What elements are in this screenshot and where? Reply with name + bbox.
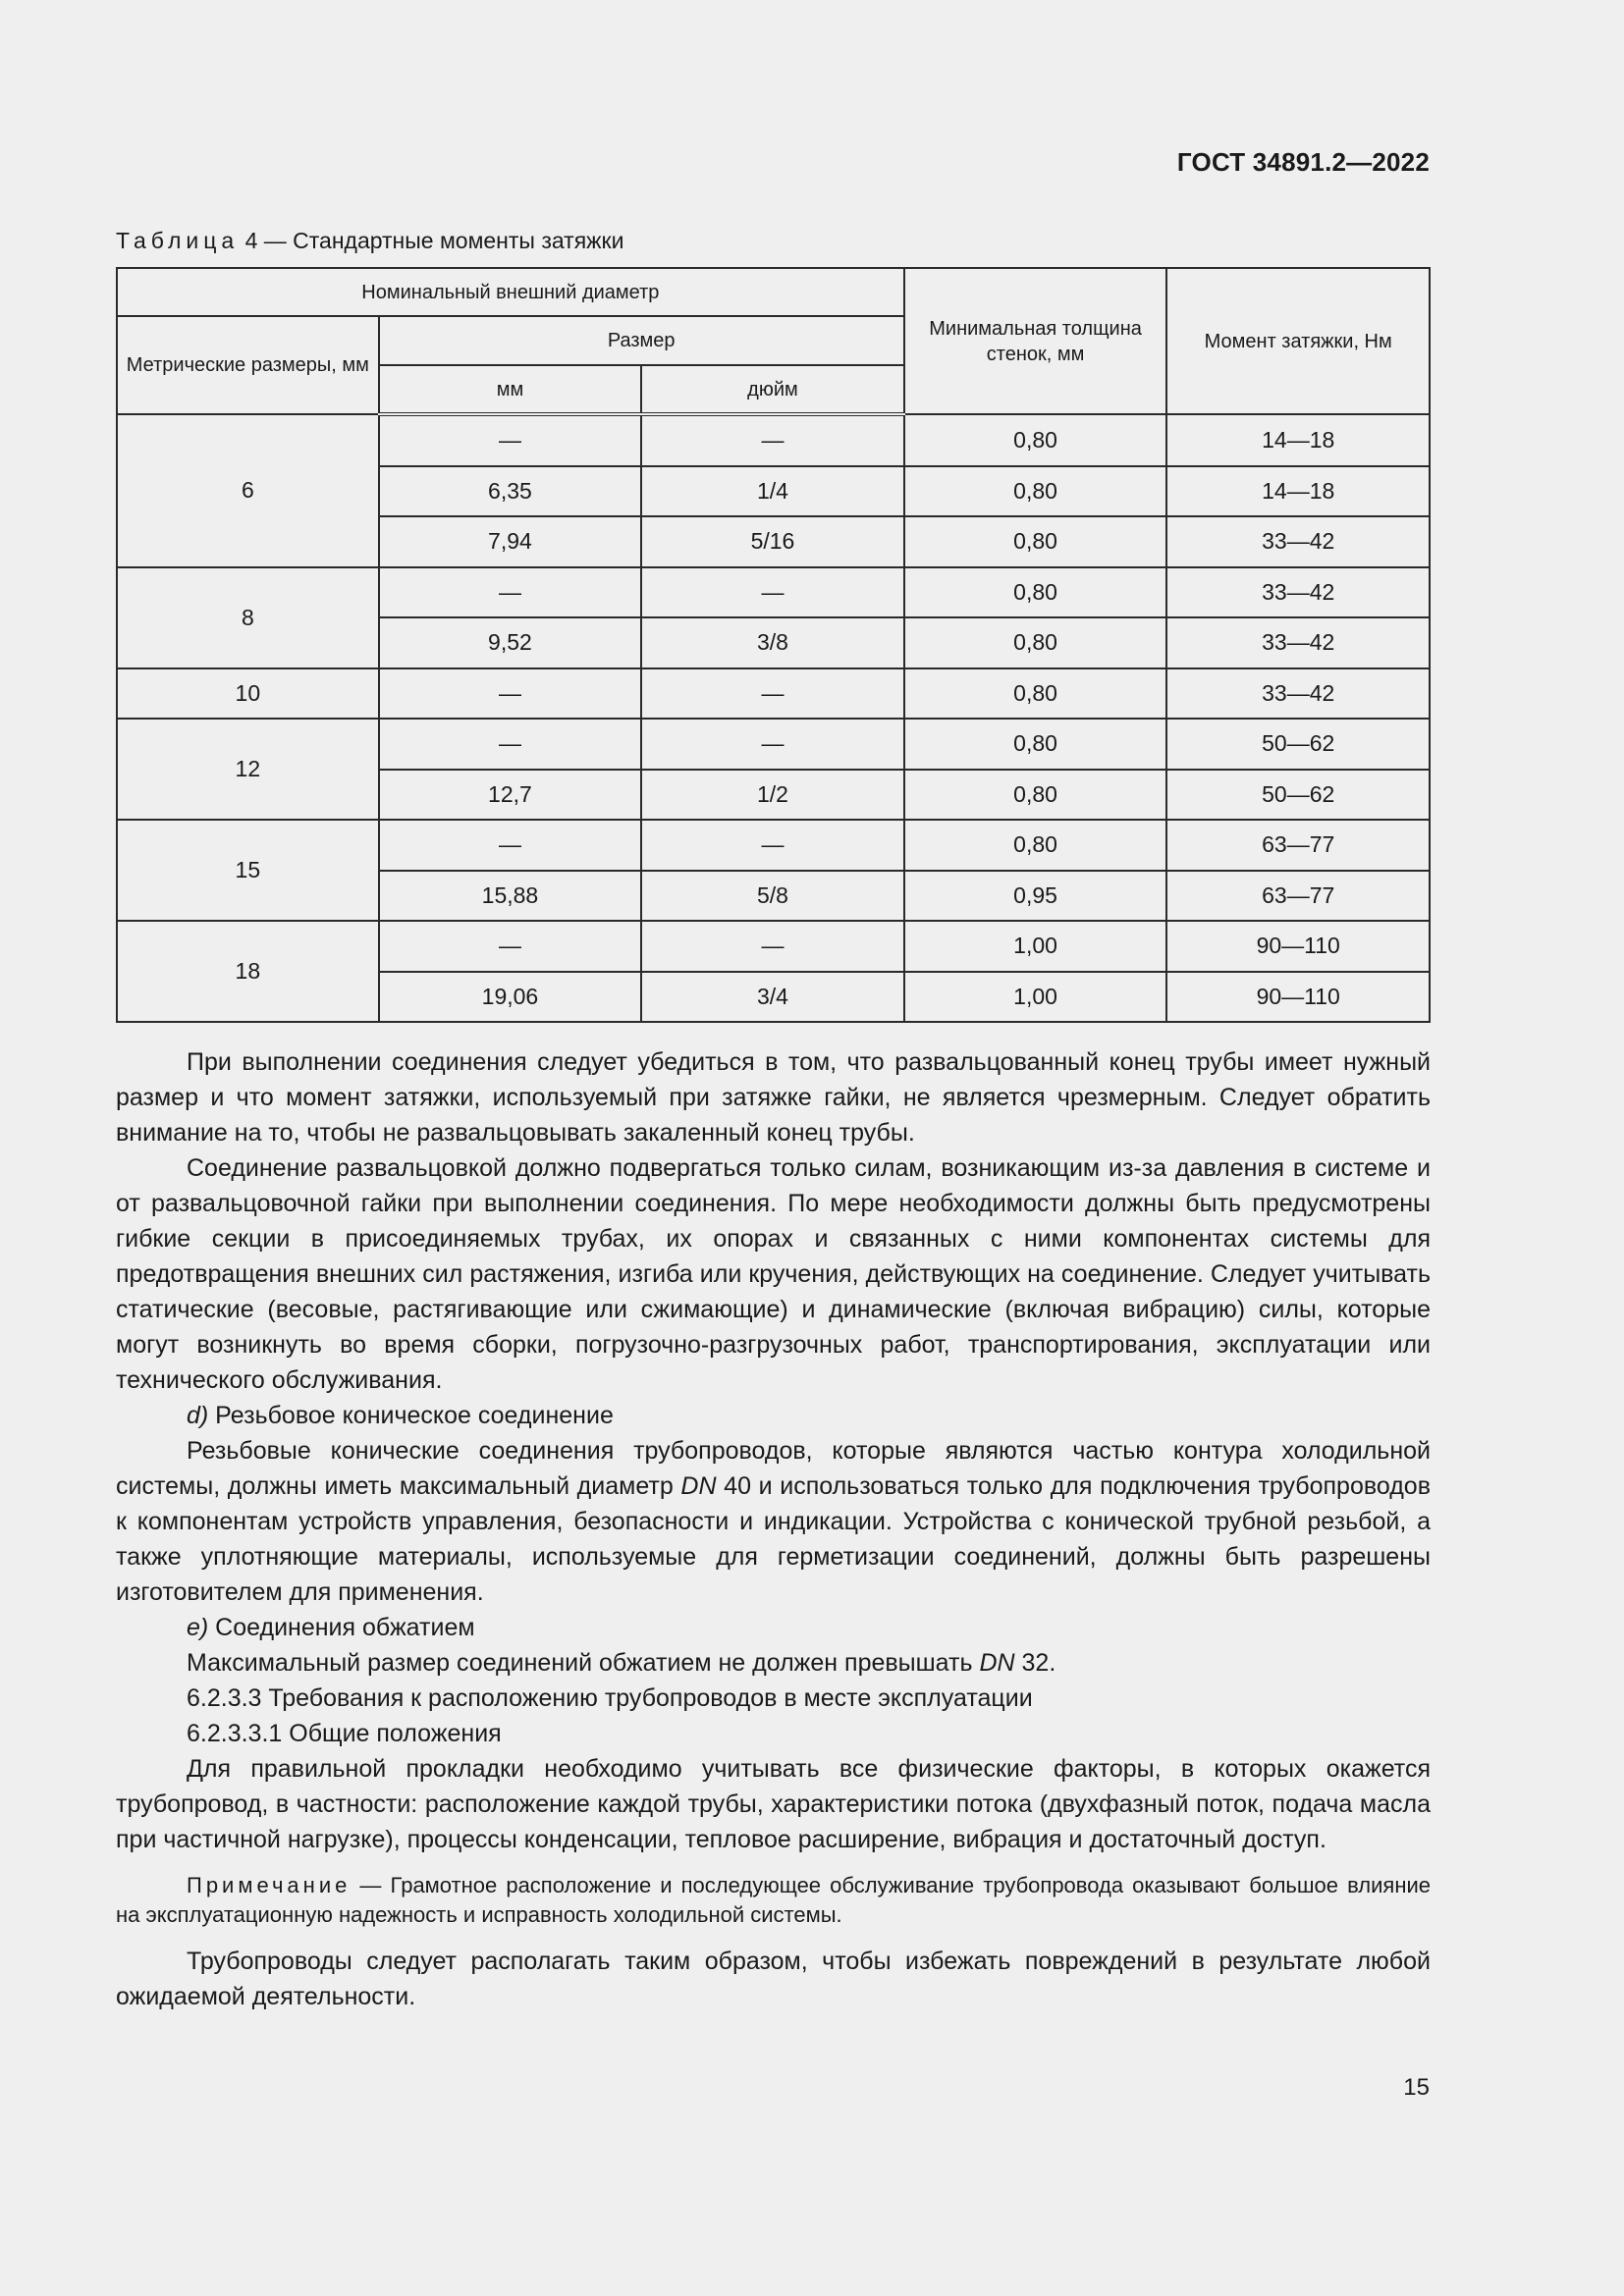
cell-mm: 7,94 (379, 516, 642, 567)
cell-metric: 8 (117, 567, 379, 668)
cell-mm: 12,7 (379, 770, 642, 821)
paragraph: Для правильной прокладки необходимо учитывать все физические факторы, в которых окажется трубопровод, в частности: расположение каждой трубы, характеристики потока (двухфазный поток, подача масла при частичной нагрузке), процессы конденсации, тепловое расширение, вибрация и достаточный доступ. (116, 1755, 1431, 1853)
cell-metric: 10 (117, 668, 379, 720)
page-number: 15 (1403, 2074, 1430, 2101)
header-nominal-diameter: Номинальный внешний диаметр (117, 268, 904, 316)
section-heading: 6.2.3.3.1 Общие положения (187, 1720, 502, 1747)
list-item-d (116, 1398, 1431, 1433)
header-torque: Момент затяжки, Нм (1166, 268, 1430, 414)
list-letter: d) (187, 1402, 209, 1429)
dn-symbol: DN (979, 1649, 1015, 1677)
paragraph (116, 1645, 1431, 1681)
cell-mm: — (379, 567, 642, 618)
table-row (117, 820, 1430, 871)
cell-torque: 90—110 (1166, 972, 1430, 1023)
cell-inch: 1/4 (641, 466, 904, 517)
cell-torque: 50—62 (1166, 719, 1430, 770)
paragraph-part: Максимальный размер соединений обжатием не должен превышать (187, 1649, 980, 1677)
cell-wall: 0,95 (904, 871, 1167, 922)
torque-table (116, 267, 1431, 1023)
table-row (117, 921, 1430, 972)
note (116, 1871, 1431, 1930)
table-caption-word: Таблица (116, 228, 240, 253)
cell-metric: 18 (117, 921, 379, 1022)
cell-mm: 6,35 (379, 466, 642, 517)
cell-wall: 0,80 (904, 770, 1167, 821)
cell-torque: 63—77 (1166, 820, 1430, 871)
header-mm: мм (379, 365, 642, 414)
table-row (117, 668, 1430, 720)
header-size: Размер (379, 316, 904, 365)
table-body (117, 414, 1430, 1022)
cell-inch: — (641, 820, 904, 871)
cell-wall: 0,80 (904, 617, 1167, 668)
cell-inch: 3/4 (641, 972, 904, 1023)
cell-torque: 14—18 (1166, 414, 1430, 466)
cell-wall: 0,80 (904, 567, 1167, 618)
cell-mm: — (379, 414, 642, 466)
cell-inch: 5/8 (641, 871, 904, 922)
cell-mm: — (379, 820, 642, 871)
note-word: Примечание (187, 1873, 352, 1897)
cell-inch: 5/16 (641, 516, 904, 567)
table-row (117, 414, 1430, 466)
paragraph-part: 40 и использоваться только для подключения трубопроводов к компонентам устройств управления, безопасности и индикации. Устройства с конической трубной резьбой, а также уплотняющие материалы, используемые для герметизации соединений, должны быть разрешены изготовителем для применения. (116, 1472, 1431, 1606)
cell-metric: 12 (117, 719, 379, 820)
paragraph-part: Резьбовые конические соединения трубопроводов, которые являются частью контура холодильной системы, должны иметь максимальный диаметр (116, 1437, 1431, 1500)
list-item-title: Резьбовое коническое соединение (208, 1402, 614, 1429)
cell-metric: 15 (117, 820, 379, 921)
cell-wall: 1,00 (904, 921, 1167, 972)
table-caption (116, 228, 623, 254)
cell-torque: 14—18 (1166, 466, 1430, 517)
cell-wall: 0,80 (904, 668, 1167, 720)
cell-inch: — (641, 921, 904, 972)
cell-inch: 1/2 (641, 770, 904, 821)
cell-metric: 6 (117, 414, 379, 567)
dn-symbol: DN (680, 1472, 717, 1500)
cell-inch: 3/8 (641, 617, 904, 668)
cell-mm: 9,52 (379, 617, 642, 668)
cell-wall: 0,80 (904, 516, 1167, 567)
paragraph: При выполнении соединения следует убедиться в том, что развальцованный конец трубы имеет нужный размер и что момент затяжки, используемый при затяжке гайки, не является чрезмерным. Следует обратить внимание на то, чтобы не развальцовывать закаленный конец трубы. (116, 1048, 1431, 1147)
header-inch: дюйм (641, 365, 904, 414)
cell-inch: — (641, 719, 904, 770)
cell-torque: 63—77 (1166, 871, 1430, 922)
note-text: — Грамотное расположение и последующее обслуживание трубопровода оказывают большое влияние на эксплуатационную надежность и исправность холодильной системы. (116, 1873, 1431, 1927)
cell-wall: 0,80 (904, 820, 1167, 871)
cell-wall: 0,80 (904, 719, 1167, 770)
paragraph-part: 32. (1014, 1649, 1056, 1677)
section-heading: 6.2.3.3 Требования к расположению трубопроводов в месте эксплуатации (187, 1684, 1033, 1712)
list-letter: e) (187, 1614, 209, 1641)
list-item-e (116, 1610, 1431, 1645)
cell-mm: 19,06 (379, 972, 642, 1023)
table-caption-title: 4 — Стандартные моменты затяжки (239, 228, 624, 253)
cell-mm: 15,88 (379, 871, 642, 922)
paragraph: Соединение развальцовкой должно подвергаться только силам, возникающим из-за давления в системе и от развальцовочной гайки при выполнении соединения. По мере необходимости должны быть предусмотрены гибкие секции в присоединяемых трубах, их опорах и связанных с ними компонентах системы для предотвращения внешних сил растяжения, изгиба или кручения, действующих на соединение. Следует учитывать статические (весовые, растягивающие или сжимающие) и динамические (включая вибрацию) силы, которые могут возникнуть во время сборки, погрузочно-разгрузочных работ, транспортирования, эксплуатации или технического обслуживания. (116, 1154, 1431, 1394)
cell-inch: — (641, 668, 904, 720)
paragraph (116, 1433, 1431, 1610)
cell-wall: 0,80 (904, 414, 1167, 466)
cell-inch: — (641, 567, 904, 618)
table-row (117, 719, 1430, 770)
cell-wall: 1,00 (904, 972, 1167, 1023)
table-row (117, 567, 1430, 618)
header-min-wall: Минимальная толщина стенок, мм (904, 268, 1167, 414)
cell-inch: — (641, 414, 904, 466)
cell-torque: 33—42 (1166, 567, 1430, 618)
standard-number: ГОСТ 34891.2—2022 (1176, 147, 1430, 177)
header-metric: Метрические размеры, мм (117, 316, 379, 414)
list-item-title: Соединения обжатием (208, 1614, 475, 1641)
cell-torque: 50—62 (1166, 770, 1430, 821)
cell-torque: 90—110 (1166, 921, 1430, 972)
body-text (116, 1044, 1431, 2014)
cell-torque: 33—42 (1166, 668, 1430, 720)
paragraph: Трубопроводы следует располагать таким образом, чтобы избежать повреждений в результате любой ожидаемой деятельности. (116, 1948, 1431, 2010)
cell-torque: 33—42 (1166, 516, 1430, 567)
cell-mm: — (379, 668, 642, 720)
cell-wall: 0,80 (904, 466, 1167, 517)
cell-torque: 33—42 (1166, 617, 1430, 668)
cell-mm: — (379, 719, 642, 770)
cell-mm: — (379, 921, 642, 972)
